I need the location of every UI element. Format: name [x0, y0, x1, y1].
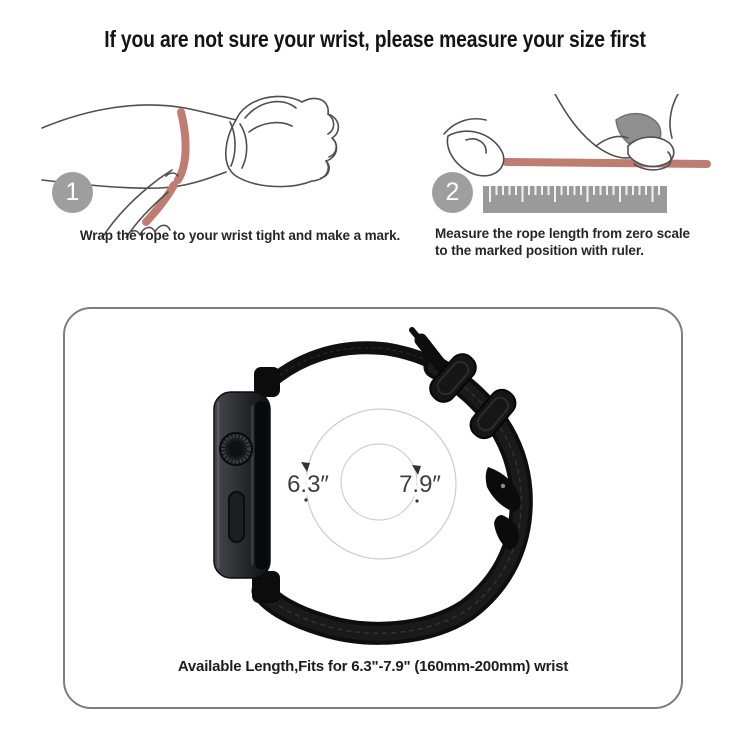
arm-and-fist-drawing: [42, 96, 338, 188]
holding-hand-drawing: [555, 94, 678, 170]
min-size-label: 6.3″: [287, 471, 329, 498]
page-title: If you are not sure your wrist, please measure your size first: [104, 26, 646, 52]
step2-measure-rope-illustration: [420, 94, 730, 240]
step-2-caption: [435, 226, 735, 259]
size-labels: [287, 462, 441, 503]
size-diagram-box: [63, 307, 683, 709]
step1-wrap-rope-illustration: [40, 88, 380, 238]
max-size-label: 7.9″: [399, 471, 441, 498]
watch-band-illustration: [65, 309, 681, 707]
step-1-caption: Wrap the rope to your wrist tight and make a mark.: [79, 228, 401, 243]
step-2-number: 2: [445, 178, 460, 206]
step-2-caption-line2: to the marked position with ruler.: [435, 242, 644, 258]
rope-on-ruler: [506, 162, 707, 164]
available-length-caption: Available Length,Fits for 6.3"-7.9" (160mm-200mm) wrist: [177, 658, 569, 675]
left-fingertip-drawing: [444, 119, 504, 176]
watch-body: [214, 367, 280, 603]
step-1-number: 1: [65, 178, 80, 206]
side-button: [229, 492, 244, 542]
step-2-badge: [432, 172, 473, 213]
step-1-badge: [52, 172, 93, 213]
digital-crown: [220, 433, 252, 465]
rope-around-wrist: [146, 112, 186, 222]
ruler-drawing: [483, 186, 667, 213]
step-2-caption-line1: Measure the rope length from zero scale: [435, 226, 690, 241]
